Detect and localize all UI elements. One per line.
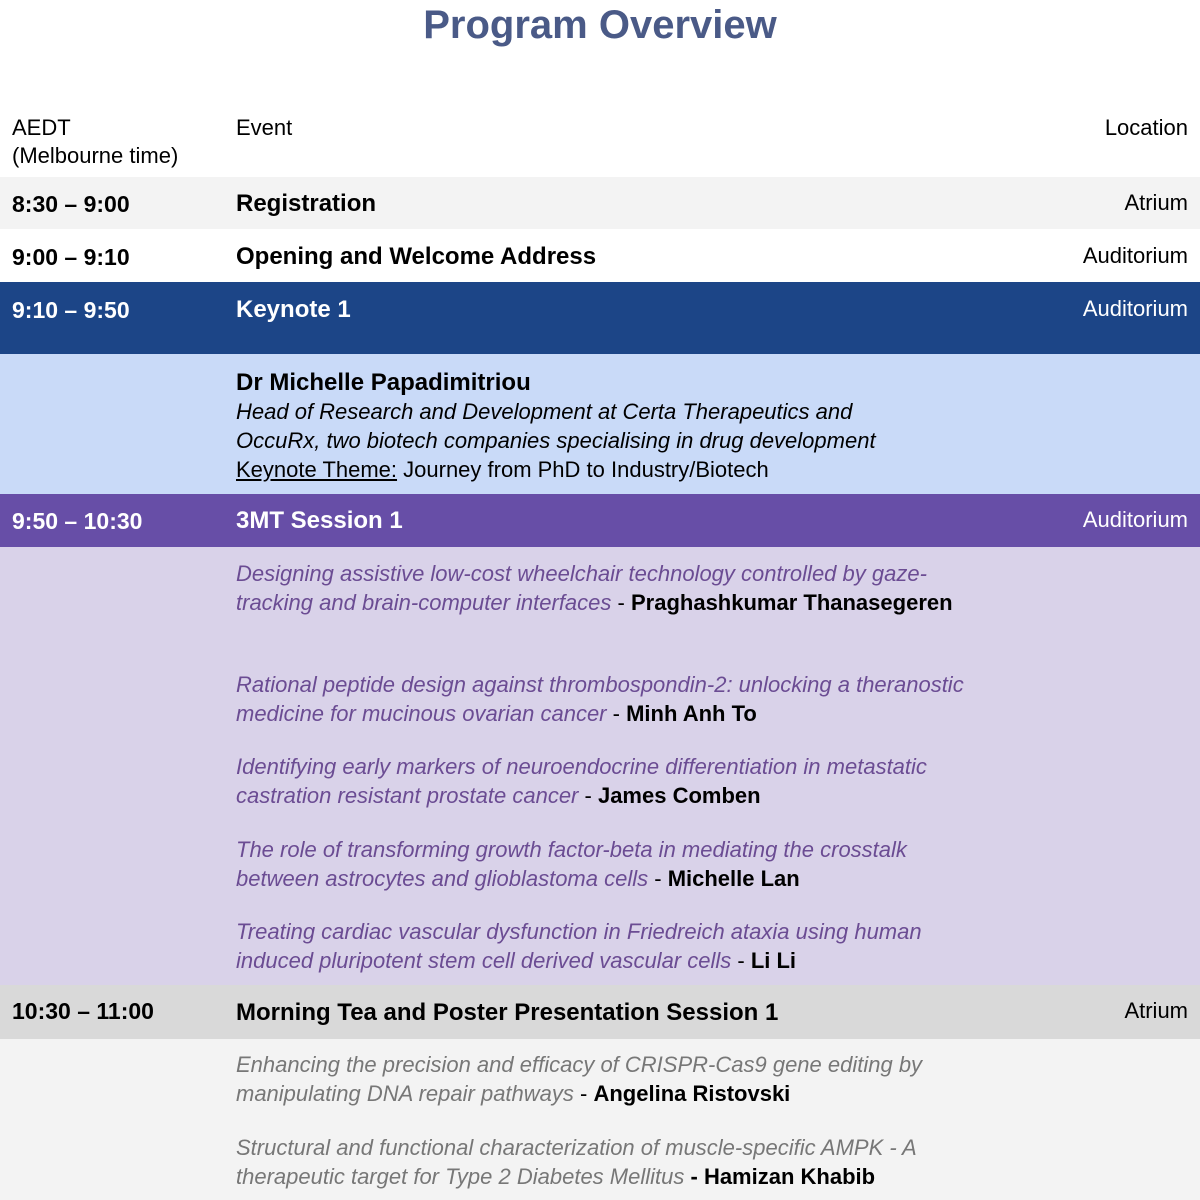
keynote-theme-text: Journey from PhD to Industry/Biotech <box>397 457 769 482</box>
row-event: Registration <box>236 190 377 217</box>
keynote-role-line: OccuRx, two biotech companies specialising in drug development <box>236 428 876 453</box>
talk-presenter: Li Li <box>750 948 797 973</box>
row-location: Atrium <box>1124 190 1188 215</box>
talk-item <box>236 917 996 975</box>
threemt-detail <box>0 547 1200 985</box>
row-time: 8:30 – 9:00 <box>12 191 130 217</box>
row-registration <box>0 177 1200 229</box>
poster-title: Enhancing the precision and efficacy of CRISPR-Cas9 gene editing by manipulating DNA repair pathways <box>236 1052 923 1106</box>
talk-title: The role of transforming growth factor-beta in mediating the crosstalk between astrocytes and glioblastoma cells <box>236 837 907 891</box>
talk-item <box>236 670 996 728</box>
talk-item <box>236 835 996 893</box>
talk-separator: - <box>731 948 751 973</box>
keynote-detail <box>0 354 1200 494</box>
row-time: 9:50 – 10:30 <box>12 508 143 534</box>
talk-separator: - <box>606 701 627 726</box>
row-location: Auditorium <box>1082 507 1188 532</box>
poster-detail <box>0 1039 1200 1200</box>
row-time: 10:30 – 11:00 <box>12 998 154 1024</box>
poster-title: Structural and functional characterization of muscle-specific AMPK - A therapeutic target for Type 2 Diabetes Mellitus <box>236 1135 916 1189</box>
keynote-role <box>236 397 876 455</box>
row-keynote <box>0 282 1200 354</box>
row-event: Opening and Welcome Address <box>236 243 597 270</box>
talk-separator: - <box>611 590 631 615</box>
row-time: 9:00 – 9:10 <box>12 244 130 270</box>
talk-item <box>236 559 996 617</box>
talk-title: Rational peptide design against thrombospondin-2: unlocking a theranostic medicine for mucinous ovarian cancer <box>236 672 964 726</box>
talk-presenter: James Comben <box>597 783 761 808</box>
header-time-label: AEDT <box>12 115 71 140</box>
talk-title: Treating cardiac vascular dysfunction in Friedreich ataxia using human induced pluripotent stem cell derived vascular cells <box>236 919 922 973</box>
talk-item <box>236 752 996 810</box>
row-location: Auditorium <box>1082 296 1188 321</box>
talk-separator: - <box>648 866 668 891</box>
row-event: 3MT Session 1 <box>236 507 403 534</box>
header-time-sub: (Melbourne time) <box>12 143 179 168</box>
row-event: Morning Tea and Poster Presentation Session 1 <box>236 999 779 1026</box>
row-time: 9:10 – 9:50 <box>12 297 130 323</box>
header-event: Event <box>236 115 293 140</box>
talk-presenter: Praghashkumar Thanasegeren <box>630 590 953 615</box>
poster-presenter: Angelina Ristovski <box>593 1081 791 1106</box>
poster-separator: - <box>684 1164 704 1189</box>
keynote-theme-label: Keynote Theme: <box>236 457 398 482</box>
talk-presenter: Michelle Lan <box>667 866 800 891</box>
poster-item <box>236 1050 996 1108</box>
row-3mt <box>0 494 1200 547</box>
row-opening <box>0 229 1200 282</box>
poster-presenter: Hamizan Khabib <box>703 1164 876 1189</box>
talk-title: Designing assistive low-cost wheelchair technology controlled by gaze-tracking and brain-computer interfaces <box>236 561 927 615</box>
page-title: Program Overview <box>423 3 777 47</box>
talk-presenter: Minh Anh To <box>626 701 757 726</box>
row-location: Auditorium <box>1082 243 1188 268</box>
keynote-speaker: Dr Michelle Papadimitriou <box>236 369 531 396</box>
keynote-theme <box>236 455 769 484</box>
talk-title: Identifying early markers of neuroendocrine differentiation in metastatic castration resistant prostate cancer <box>236 754 927 808</box>
poster-item <box>236 1133 996 1191</box>
poster-separator: - <box>573 1081 594 1106</box>
row-event: Keynote 1 <box>236 296 351 323</box>
header-time <box>12 114 178 170</box>
talk-separator: - <box>578 783 598 808</box>
header-location: Location <box>1104 115 1188 140</box>
row-location: Atrium <box>1124 998 1188 1023</box>
row-morning-tea <box>0 985 1200 1039</box>
keynote-role-line: Head of Research and Development at Certa Therapeutics and <box>236 399 853 424</box>
